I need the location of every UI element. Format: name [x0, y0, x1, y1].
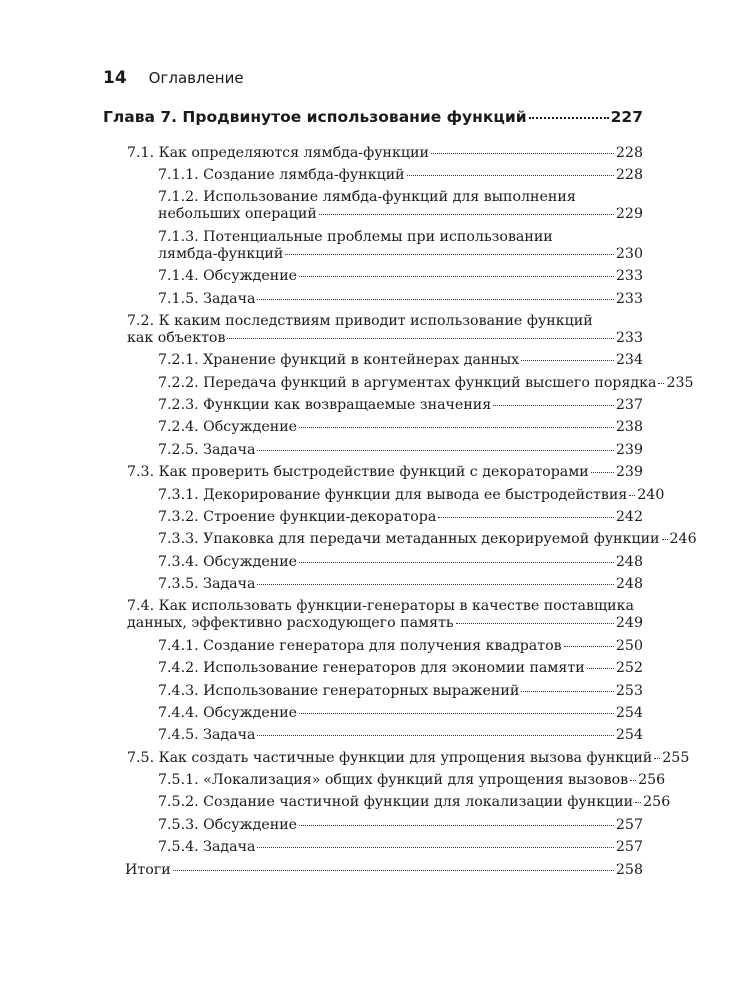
- toc-entry-page: 256: [638, 772, 666, 789]
- toc-entry[interactable]: [103, 506, 643, 528]
- toc-entry-page: 256: [643, 794, 671, 811]
- dot-leader: [591, 472, 614, 473]
- toc-entry-page: 248: [615, 553, 643, 570]
- toc-entry-title: 7.1.1. Создание лямбда-функций: [158, 167, 405, 184]
- toc-entry[interactable]: [103, 725, 643, 747]
- toc-entry-last-line: [158, 206, 643, 223]
- toc-entry[interactable]: [103, 658, 643, 680]
- toc-entry-last-line: [127, 330, 643, 347]
- dot-leader: [654, 758, 660, 759]
- dot-leader: [257, 584, 613, 585]
- dot-leader: [587, 668, 614, 669]
- toc-entry-page: 258: [615, 861, 643, 878]
- toc-entry-page: 255: [662, 749, 690, 766]
- toc-entry[interactable]: [103, 635, 643, 657]
- toc-entry-page: 233: [615, 329, 643, 346]
- toc-entry-title: 7.4.1. Создание генератора для получения квадратов: [158, 637, 562, 654]
- toc-entry-title: 7.2.4. Обсуждение: [158, 419, 298, 436]
- toc-entry-title: 7.5.2. Создание частичной функции для локализации функции: [158, 794, 634, 811]
- toc-entry[interactable]: [103, 187, 643, 226]
- toc-entry-title: 7.3.3. Упаковка для передачи метаданных декорируемой функции: [158, 531, 660, 548]
- toc-entry-page: 230: [615, 245, 643, 262]
- dot-leader: [629, 495, 635, 496]
- dot-leader: [299, 713, 614, 714]
- dot-leader: [407, 175, 614, 176]
- toc-entry[interactable]: [103, 551, 643, 573]
- dot-leader: [564, 646, 614, 647]
- toc-entry-title: данных, эффективно расходующего память: [127, 615, 454, 632]
- toc-entry-page: 254: [615, 727, 643, 744]
- dot-leader: [299, 562, 614, 563]
- toc-entry-title: Итоги: [125, 861, 171, 878]
- toc-entry-title: 7.2.3. Функции как возвращаемые значения: [158, 397, 492, 414]
- toc-entry-title: 7.2.5. Задача: [158, 441, 256, 458]
- chapter-title: Глава 7. Продвинутое использование функций: [103, 108, 527, 126]
- toc-entry[interactable]: [103, 417, 643, 439]
- toc-entry-page: 233: [615, 268, 643, 285]
- dot-leader: [493, 405, 614, 406]
- dot-leader: [257, 299, 613, 300]
- dot-leader: [257, 847, 613, 848]
- toc-entry[interactable]: [103, 164, 643, 186]
- toc-entry[interactable]: [103, 462, 643, 484]
- toc-entry[interactable]: [103, 439, 643, 461]
- toc-entry-title: 7.4.2. Использование генераторов для экономии памяти: [158, 660, 585, 677]
- dot-leader: [529, 117, 609, 119]
- toc-entry[interactable]: [103, 792, 671, 814]
- toc-entry-title: лямбда-функций: [158, 245, 284, 262]
- toc-entry-title: 7.4.3. Использование генераторных выражений: [158, 682, 520, 699]
- toc-entry-title: 7.1.3. Потенциальные проблемы при использовании: [158, 228, 553, 245]
- dot-leader: [285, 254, 614, 255]
- dot-leader: [299, 276, 614, 277]
- toc-entry[interactable]: [103, 484, 665, 506]
- toc-entry-page: 257: [615, 816, 643, 833]
- toc-entry-title: 7.3.1. Декорирование функции для вывода ее быстродействия: [158, 486, 628, 503]
- toc-entry-title: 7.4. Как использовать функции-генераторы в качестве поставщика: [127, 598, 634, 615]
- toc-entry-page: 239: [615, 441, 643, 458]
- toc-entry-page: 252: [615, 660, 643, 677]
- toc-entry[interactable]: [103, 350, 643, 372]
- dot-leader: [438, 517, 614, 518]
- toc-entry-page: 254: [615, 704, 643, 721]
- toc-entry-page: 249: [615, 615, 643, 632]
- page-number: 14: [103, 68, 127, 88]
- toc-entry[interactable]: [103, 372, 694, 394]
- toc-entry-title: 7.3. Как проверить быстродействие функций с декораторами: [127, 464, 589, 481]
- toc-entry-page: 242: [615, 508, 643, 525]
- toc-entry[interactable]: [103, 596, 643, 635]
- toc-entry-page: 239: [615, 464, 643, 481]
- toc-entry-title: 7.1.5. Задача: [158, 290, 256, 307]
- toc-entry-title: 7.3.2. Строение функции-декоратора: [158, 508, 437, 525]
- dot-leader: [521, 691, 614, 692]
- toc-entry-page: 228: [615, 167, 643, 184]
- toc-entry-page: 248: [615, 576, 643, 593]
- dot-leader: [630, 780, 636, 781]
- toc-entry-page: 237: [615, 397, 643, 414]
- toc-entry-last-line: [127, 615, 643, 632]
- toc-entry-title: небольших операций: [158, 206, 317, 223]
- toc-entry-last-line: [158, 246, 643, 263]
- toc-entry[interactable]: [103, 859, 643, 881]
- toc-entry[interactable]: [103, 288, 643, 310]
- toc-entry-page: 253: [615, 682, 643, 699]
- dot-leader: [257, 450, 613, 451]
- toc-entry-page: 250: [615, 637, 643, 654]
- toc-entry-title: 7.2.2. Передача функций в аргументах функций высшего порядка: [158, 374, 657, 391]
- toc-entry-title: 7.2.1. Хранение функций в контейнерах данных: [158, 352, 520, 369]
- toc-entry-title: 7.5.1. «Локализация» общих функций для упрощения вызовов: [158, 772, 629, 789]
- toc-entry-page: 233: [615, 290, 643, 307]
- page-header: [103, 68, 244, 88]
- dot-leader: [662, 539, 668, 540]
- toc-entry-title: 7.1.4. Обсуждение: [158, 268, 298, 285]
- toc-entry[interactable]: [103, 266, 643, 288]
- toc-entry[interactable]: [103, 680, 643, 702]
- dot-leader: [227, 338, 613, 339]
- dot-leader: [299, 427, 614, 428]
- toc-entry-page: 234: [615, 352, 643, 369]
- toc-entry-title: 7.4.4. Обсуждение: [158, 704, 298, 721]
- dot-leader: [173, 870, 614, 871]
- chapter-heading[interactable]: [103, 108, 643, 142]
- toc-entry[interactable]: [103, 142, 643, 164]
- toc-entry-page: 257: [615, 839, 643, 856]
- dot-leader: [431, 153, 614, 154]
- toc-entry-title: 7.5.3. Обсуждение: [158, 816, 298, 833]
- toc-entry[interactable]: [103, 769, 666, 791]
- toc-entry[interactable]: [103, 394, 643, 416]
- toc-entry-title: как объектов: [127, 329, 226, 346]
- toc-entry[interactable]: [103, 310, 643, 349]
- running-head: Оглавление: [148, 69, 244, 87]
- toc-entry[interactable]: [103, 814, 643, 836]
- toc-entry[interactable]: [103, 702, 643, 724]
- toc-entry-page: 235: [666, 374, 694, 391]
- toc-entry-title: 7.5.4. Задача: [158, 839, 256, 856]
- toc-entry-page: 238: [615, 419, 643, 436]
- table-of-contents: [103, 108, 697, 881]
- toc-entry[interactable]: [103, 226, 643, 265]
- toc-entry-title: 7.3.5. Задача: [158, 576, 256, 593]
- toc-entry-title: 7.1.2. Использование лямбда-функций для выполнения: [158, 189, 576, 206]
- toc-entry[interactable]: [103, 529, 697, 551]
- dot-leader: [521, 360, 614, 361]
- toc-entry[interactable]: [103, 837, 643, 859]
- toc-entry-page: 240: [637, 486, 665, 503]
- dot-leader: [257, 735, 613, 736]
- toc-entry-page: 246: [669, 531, 697, 548]
- chapter-page: 227: [610, 108, 643, 126]
- toc-entries: [103, 142, 697, 881]
- dot-leader: [658, 383, 664, 384]
- toc-entry-page: 228: [615, 144, 643, 161]
- toc-entry-title: 7.4.5. Задача: [158, 727, 256, 744]
- toc-entry[interactable]: [103, 573, 643, 595]
- toc-entry-title: 7.3.4. Обсуждение: [158, 553, 298, 570]
- toc-entry-title: 7.1. Как определяются лямбда-функции: [127, 144, 429, 161]
- toc-entry[interactable]: [103, 747, 690, 769]
- toc-entry-page: 229: [615, 206, 643, 223]
- dot-leader: [635, 802, 641, 803]
- dot-leader: [299, 825, 614, 826]
- toc-entry-title: 7.2. К каким последствиям приводит использование функций: [127, 312, 593, 329]
- toc-entry-title: 7.5. Как создать частичные функции для упрощения вызова функций: [127, 749, 653, 766]
- dot-leader: [456, 623, 614, 624]
- dot-leader: [319, 214, 614, 215]
